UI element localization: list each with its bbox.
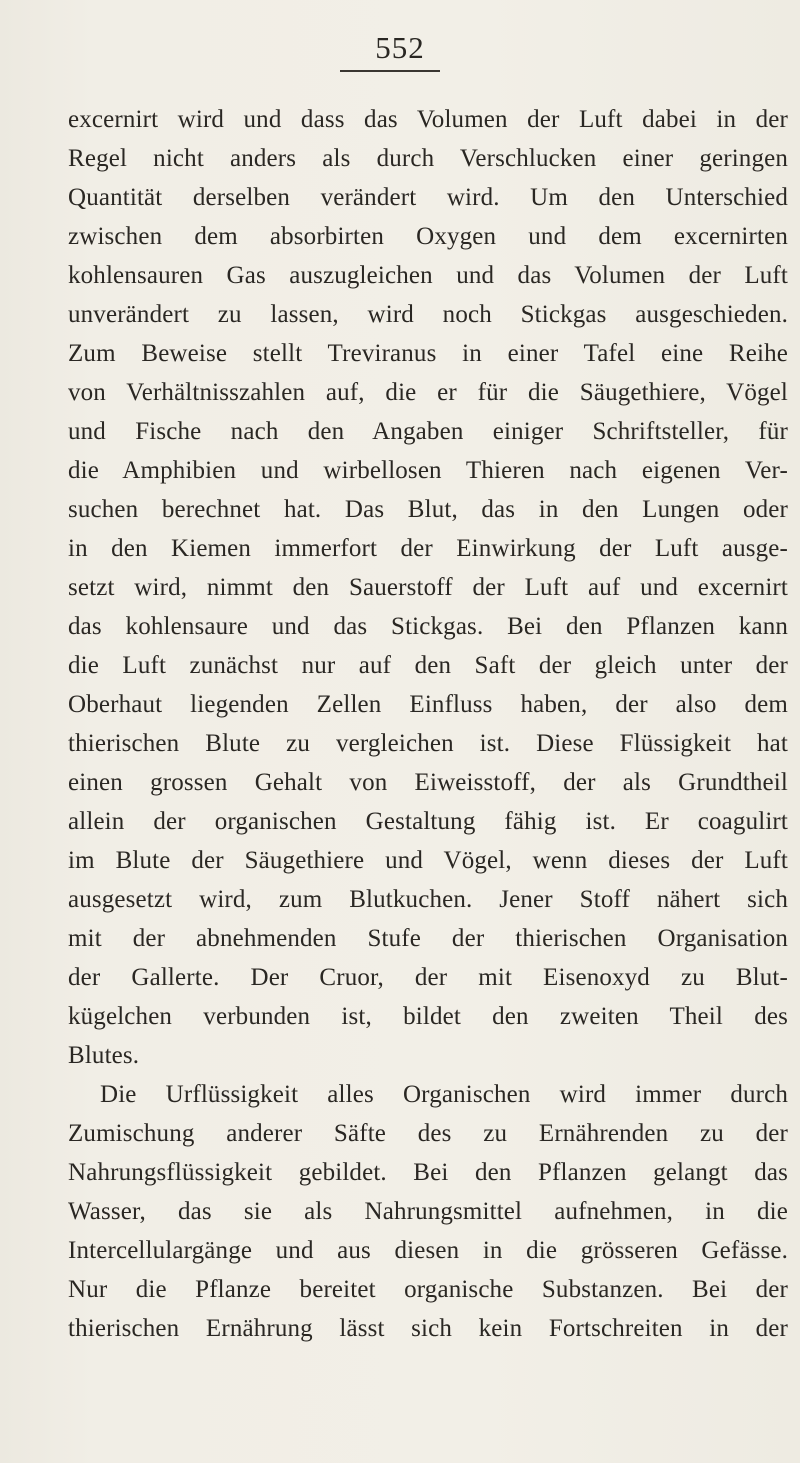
text-line: von Verhältnisszahlen auf, die er für die Säugethiere, Vögel [68,379,788,406]
text-line-paragraph-end: Blutes. [68,1042,140,1069]
text-line: excernirt wird und dass das Volumen der Luft dabei in der [68,106,788,133]
text-line: einen grossen Gehalt von Eiweisstoff, der als Grundtheil [68,769,788,796]
text-line: das kohlensaure und das Stickgas. Bei den Pflanzen kann [68,613,788,640]
text-line: die Amphibien und wirbellosen Thieren nach eigenen Ver- [68,457,788,484]
text-line: Regel nicht anders als durch Verschlucken einer geringen [68,145,788,172]
text-line: und Fische nach den Angaben einiger Schriftsteller, für [68,418,788,445]
text-line: thierischen Blute zu vergleichen ist. Diese Flüssigkeit hat [68,730,788,757]
text-line: Oberhaut liegenden Zellen Einfluss haben, der also dem [68,691,788,718]
text-line: Wasser, das sie als Nahrungsmittel aufnehmen, in die [68,1198,788,1225]
page-number: 552 [375,30,425,65]
page-number-rule [340,70,440,72]
text-line: kügelchen verbunden ist, bildet den zweiten Theil des [68,1003,788,1030]
text-line: im Blute der Säugethiere und Vögel, wenn dieses der Luft [68,847,788,874]
text-line: zwischen dem absorbirten Oxygen und dem excernirten [68,223,788,250]
text-line: Quantität derselben verändert wird. Um den Unterschied [68,184,788,211]
text-line: Zumischung anderer Säfte des zu Ernährenden zu der [68,1120,788,1147]
text-line: suchen berechnet hat. Das Blut, das in den Lungen oder [68,496,788,523]
text-line: die Luft zunächst nur auf den Saft der gleich unter der [68,652,788,679]
text-line: allein der organischen Gestaltung fähig ist. Er coagulirt [68,808,788,835]
text-line: thierischen Ernährung lässt sich kein Fortschreiten in der [68,1315,788,1342]
body-text [68,100,788,1348]
text-line: mit der abnehmenden Stufe der thierischen Organisation [68,925,788,952]
text-line-paragraph-start: Die Urflüssigkeit alles Organischen wird immer durch [100,1081,788,1108]
text-line: Intercellulargänge und aus diesen in die grösseren Gefässe. [68,1237,788,1264]
text-line: ausgesetzt wird, zum Blutkuchen. Jener Stoff nähert sich [68,886,788,913]
text-line: unverändert zu lassen, wird noch Stickgas ausgeschieden. [68,301,788,328]
text-line: Nur die Pflanze bereitet organische Substanzen. Bei der [68,1276,788,1303]
text-line: Nahrungsflüssigkeit gebildet. Bei den Pflanzen gelangt das [68,1159,788,1186]
text-line: in den Kiemen immerfort der Einwirkung der Luft ausge- [68,535,788,562]
text-line: setzt wird, nimmt den Sauerstoff der Luft auf und excernirt [68,574,788,601]
text-line: kohlensauren Gas auszugleichen und das Volumen der Luft [68,262,788,289]
text-line: Zum Beweise stellt Treviranus in einer Tafel eine Reihe [68,340,788,367]
text-line: der Gallerte. Der Cruor, der mit Eisenoxyd zu Blut- [68,964,788,991]
